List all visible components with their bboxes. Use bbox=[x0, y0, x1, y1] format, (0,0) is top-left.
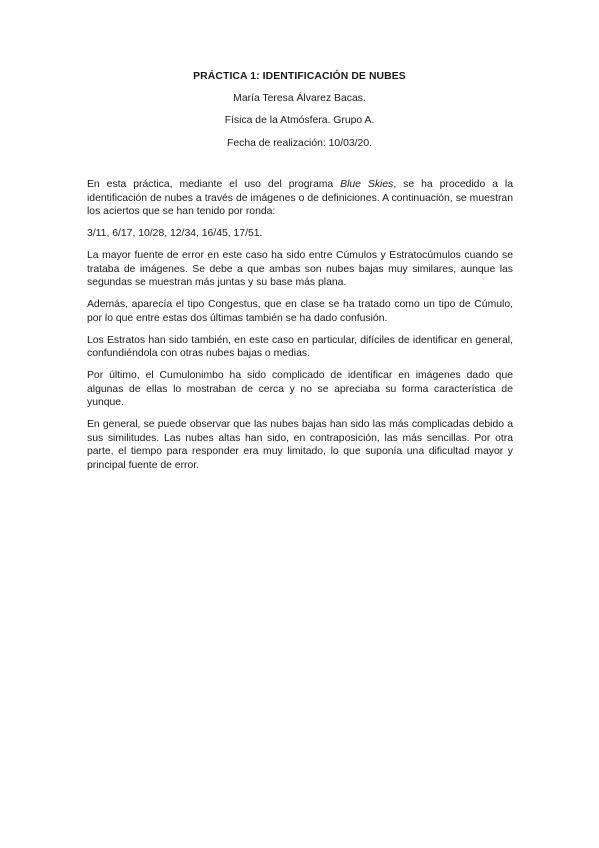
document-body bbox=[87, 178, 513, 481]
paragraph-stratus: Los Estratos han sido también, en este caso en particular, difíciles de identificar en general, confundiéndola con otras nubes bajas o medias. bbox=[87, 334, 513, 359]
paragraph-conclusion: En general, se puede observar que las nubes bajas han sido las más complicadas debido a sus similitudes. Las nubes altas han sido, en contraposición, las más sencillas. Por otra parte, el tiempo para responder era muy limitado, lo que suponía una dificultad mayor y principal fuente de error. bbox=[87, 419, 513, 471]
document-title: PRÁCTICA 1: IDENTIFICACIÓN DE NUBES bbox=[193, 71, 406, 82]
paragraph-scores: 3/11, 6/17, 10/28, 12/34, 16/45, 17/51. bbox=[87, 228, 263, 239]
intro-text-start: En esta práctica, mediante el uso del programa bbox=[87, 179, 341, 190]
paragraph-cumulonimbus: Por último, el Cumulonimbo ha sido complicado de identificar en imágenes dado que algunas de ellas lo mostraban de cerca y no se apreciaba su forma característica de yunque. bbox=[87, 370, 513, 408]
paragraph-congestus: Además, aparecía el tipo Congestus, que en clase se ha tratado como un tipo de Cúmulo, por lo que entre estas dos últimas también se ha dado confusión. bbox=[87, 299, 513, 324]
paragraph-cumulus-error: La mayor fuente de error en este caso ha sido entre Cúmulos y Estratocúmulos cuando se trataba de imágenes. Se debe a que ambas son nubes bajas muy similares, aunque las segundas se muestran más juntas y su base más plana. bbox=[87, 250, 513, 288]
program-name: Blue Skies bbox=[340, 179, 394, 190]
completion-date: Fecha de realización: 10/03/20. bbox=[227, 137, 372, 149]
intro-text-end: , se ha procedido a la identificación de nubes a través de imágenes o de definiciones. A continuación, se muestran los aciertos que se han tenido por ronda: bbox=[87, 179, 514, 217]
course-info: Física de la Atmósfera. Grupo A. bbox=[224, 115, 375, 127]
author-name: María Teresa Álvarez Bacas. bbox=[233, 93, 366, 105]
document-header bbox=[0, 70, 599, 151]
paragraph-intro bbox=[87, 178, 513, 219]
